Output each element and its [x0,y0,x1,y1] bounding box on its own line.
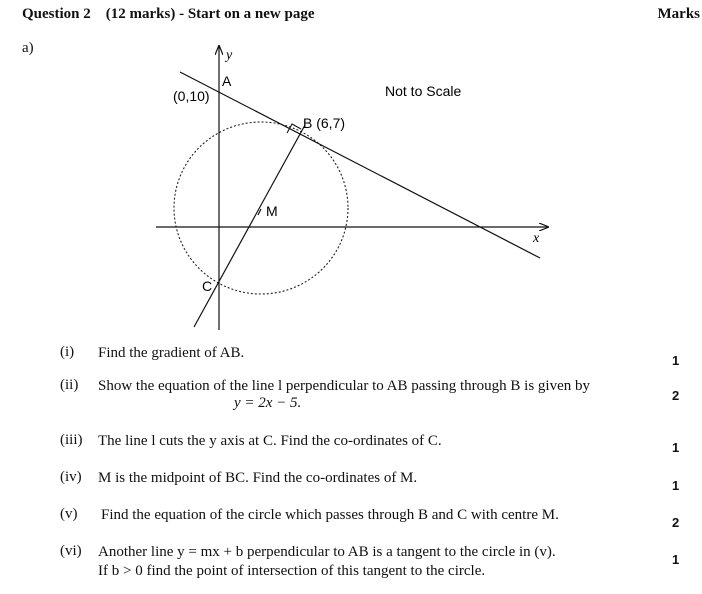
part-label: a) [22,40,34,56]
question-marks: (12 marks) [105,6,176,22]
question-num-vi: (vi) [60,543,82,559]
mark-vi: 1 [672,552,680,567]
point-c-label: C [202,278,213,294]
mark-ii: 2 [672,388,680,403]
question-text-iv: M is the midpoint of BC. Find the co-ordinates of M. [98,470,418,486]
mark-i: 1 [672,353,680,368]
question-text-vi: Another line y = mx + b perpendicular to AB is a tangent to the circle in (v). [98,544,556,560]
circle [174,122,348,294]
question-text-vi-line2: If b > 0 find the point of intersection of this tangent to the circle. [98,563,486,579]
y-axis-label: y [226,48,233,63]
point-b-label: B (6,7) [303,115,346,131]
point-a-label: A [222,73,232,89]
question-text-ii: Show the equation of the line l perpendicular to AB passing through B is given by [98,378,591,394]
point-a-coord: (0,10) [173,88,210,104]
tangent-line-ab [180,72,540,258]
question-text-iii: The line l cuts the y axis at C. Find the co-ordinates of C. [98,433,442,449]
question-num-ii: (ii) [60,377,79,393]
not-to-scale-note: Not to Scale [385,83,462,99]
line-l [194,125,305,327]
mark-v: 2 [672,515,680,530]
x-axis-label: x [533,231,540,246]
question-num-iv: (iv) [60,469,82,485]
question-instruction: - Start on a new page [179,6,315,22]
question-text-i: Find the gradient of AB. [98,345,245,361]
point-m-label: M [266,203,278,219]
equation-ii: y = 2x − 5. [234,395,302,411]
question-number: Question 2 [22,6,91,22]
question-num-i: (i) [60,344,75,360]
marks-heading: Marks [657,6,700,22]
mark-iii: 1 [672,440,680,455]
mark-iv: 1 [672,478,680,493]
question-num-v: (v) [60,506,78,522]
question-num-iii: (iii) [60,432,83,448]
question-text-v: Find the equation of the circle which passes through B and C with centre M. [101,507,559,523]
